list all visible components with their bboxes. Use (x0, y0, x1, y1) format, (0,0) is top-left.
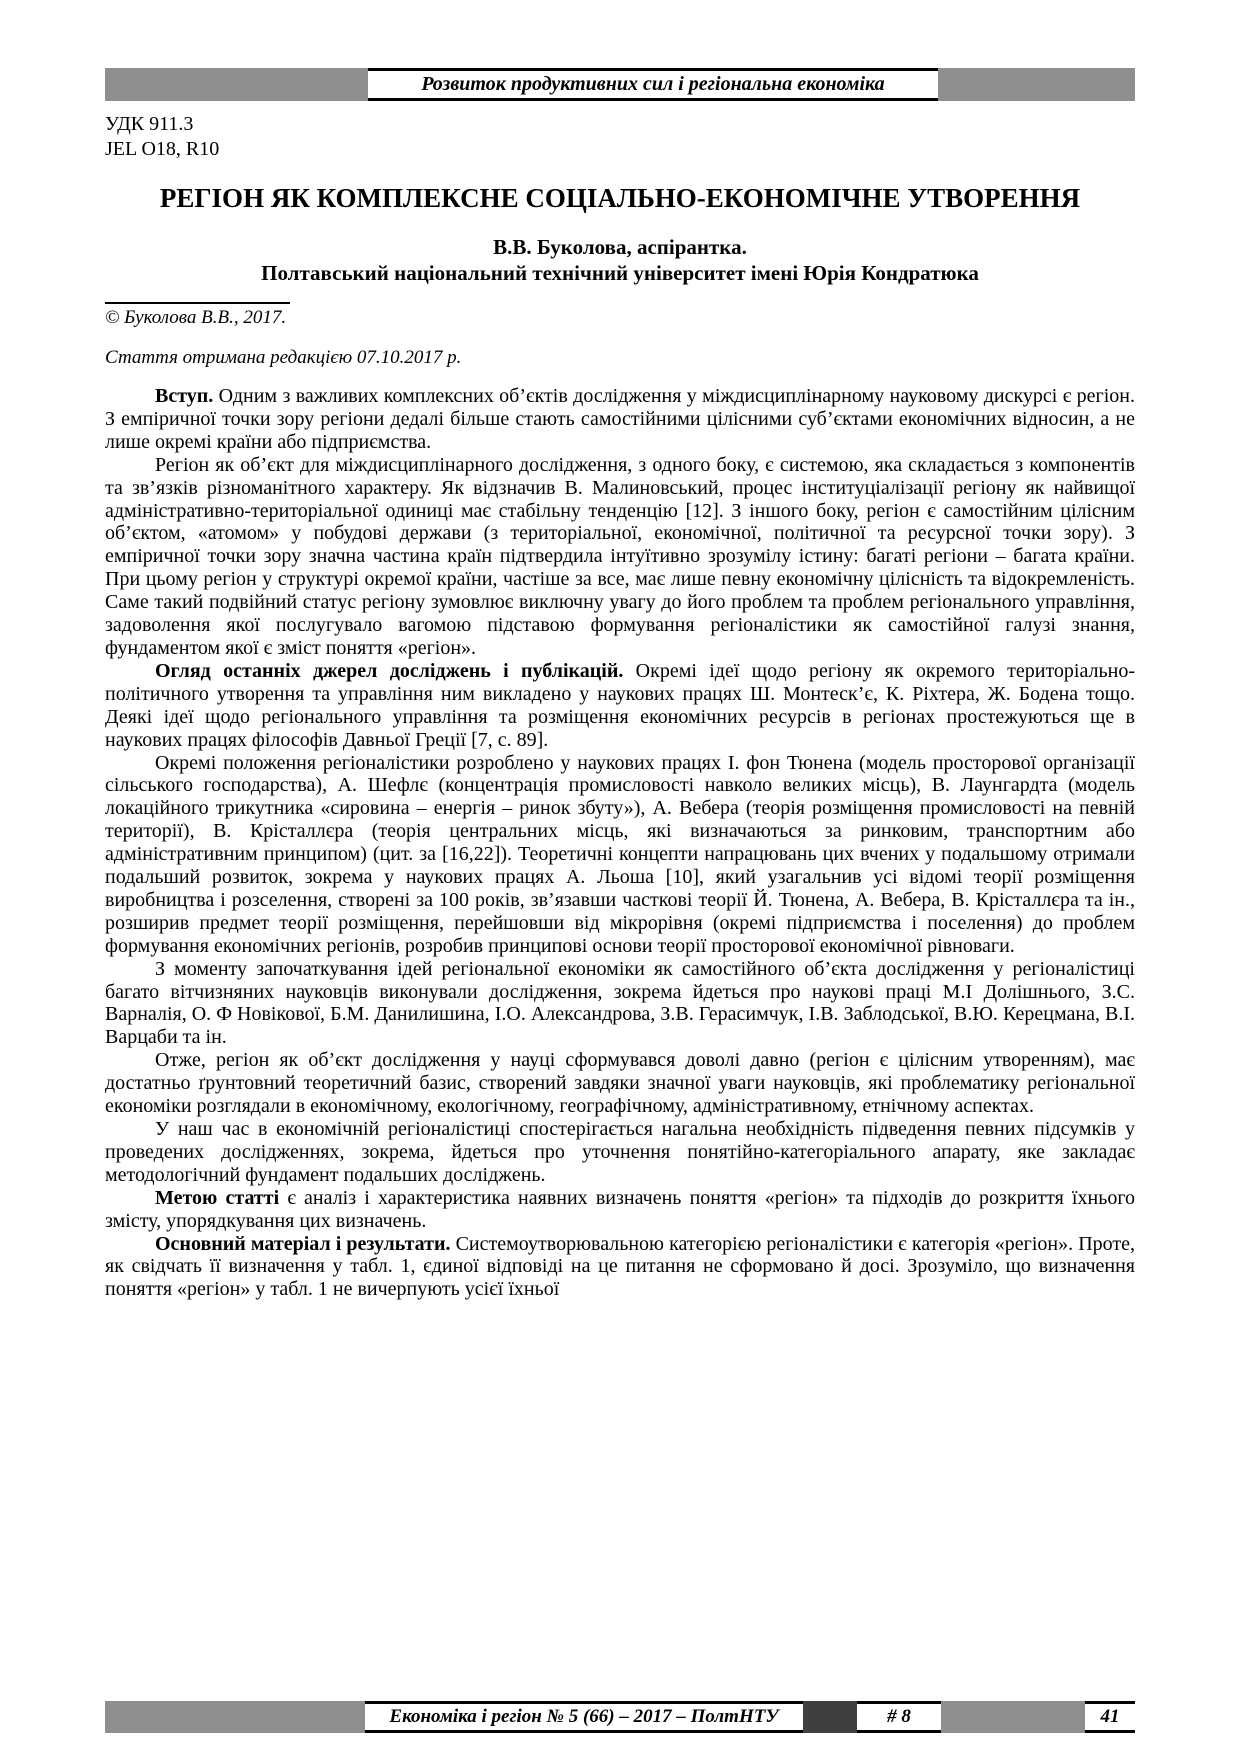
body-paragraph (105, 752, 1135, 958)
copyright-divider (105, 302, 290, 304)
journal-section-title: Розвиток продуктивних сил і регіональна економіка (368, 68, 938, 101)
footer-dark-block (803, 1701, 857, 1733)
jel-code: JEL O18, R10 (105, 138, 220, 160)
footer-journal-title: Економіка і регіон № 5 (66) – 2017 – ПолтНТУ (365, 1701, 803, 1733)
paragraph-text: Отже, регіон як об’єкт дослідження у науці сформувався доволі давно (регіон є цілісним утворенням), має достатньо ґрунтовний теоретичний базис, створений завдяки значної уваги науковців, які проблематику регіональної економіки розглядали в економічному, екологічному, географічному, адміністративному, етнічному аспектах. (105, 1049, 1135, 1118)
body-paragraph-intro (105, 385, 1135, 454)
paragraph-lead: Вступ. (155, 385, 214, 407)
body-paragraph (105, 1049, 1135, 1118)
footer-right-gray-block (941, 1701, 1085, 1733)
article-title: РЕГІОН ЯК КОМПЛЕКСНЕ СОЦІАЛЬНО-ЕКОНОМІЧНЕ УТВОРЕННЯ (159, 183, 1081, 213)
received-date-line: Стаття отримана редакцією 07.10.2017 р. (105, 347, 462, 368)
paragraph-lead: Метою статті (155, 1186, 280, 1209)
footer-issue-number: # 8 (857, 1701, 941, 1733)
paragraph-lead: Огляд останніх джерел досліджень і публікацій. (155, 659, 624, 682)
journal-footer-bar (105, 1701, 1135, 1733)
body-paragraph (105, 454, 1135, 660)
article-body (105, 385, 1135, 1301)
paragraph-text: Регіон як об’єкт для міждисциплінарного дослідження, з одного боку, є системою, яка складається з компонентів та зв’язків різноманітного характеру. Як відзначив В. Малиновський, процес інституціалізації регіону як найвищої адміністративно-територіальної одиниці має стабільну тенденцію [12]. З іншого боку, регіон є самостійним цілісним об’єктом, «атомом» у побудові держави (з територіальної, економічної, політичної та ресурсної точки зору). З емпіричної точки зору значна частина країн підтвердила інтуїтивно зрозумілу істину: багаті регіони – багата країни. При цьому регіон у структурі окремої країни, частіше за все, має лише певну економічну цілісність та відокремленість. Саме такий подвійний статус регіону зумовлює виключну увагу до його проблем та проблем регіонального управління, задоволення якої послугувало вагомою підставою формування регіоналістики як самостійної галузі знання, фундаментом якої є зміст поняття «регіон». (105, 453, 1135, 659)
paragraph-text: У наш час в економічній регіоналістиці спостерігається нагальна необхідність підведення певних підсумків у проведених дослідженнях, зокрема, йдеться про уточнення понятійно-категоріального апарату, яке закладає методологічний фундамент подальших досліджень. (105, 1118, 1135, 1186)
article-affiliation: Полтавський національний технічний університет імені Юрія Кондратюка (261, 261, 979, 285)
paragraph-text: Окремі ідеї щодо регіону як окремого територіально-політичного утворення та управління ним викладено у наукових працях Ш. Монтеск’є, К. Ріхтера, Ж. Бодена тощо. Деякі ідеї щодо регіонального управління та розміщення економічних ресурсів в регіонах простежуються ще в наукових працях філософів Давньої Греції [7, с. 89]. (105, 659, 1135, 751)
udk-code: УДК 911.3 (105, 113, 194, 135)
body-paragraph-goal (105, 1187, 1135, 1233)
journal-header-bar (105, 68, 1135, 101)
header-right-gray-block (938, 68, 1135, 101)
paragraph-text: Одним з важливих комплексних об’єктів дослідження у міждисциплінарному науковому дискурсі є регіон. З емпіричної точки зору регіони дедалі більше стають самостійними цілісними суб’єктами економічних відносин, а не лише окремі країни або підприємства. (105, 385, 1135, 453)
paragraph-lead: Основний матеріал і результати. (155, 1232, 451, 1255)
paragraph-text: З моменту започаткування ідей регіональної економіки як самостійного об’єкта дослідження у регіоналістиці багато вітчизняних науковців виконували дослідження, зокрема йдеться про наукові праці М.І Долішнього, З.С. Варналія, О. Ф Новікової, Б.М. Данилишина, І.О. Александрова, З.В. Герасимчук, І.В. Заблодської, В.Ю. Керецмана, В.І. Варцаби та ін. (105, 957, 1135, 1049)
body-paragraph-main-material (105, 1233, 1135, 1302)
paragraph-text: Окремі положення регіоналістики розроблено у наукових працях І. фон Тюнена (модель просторової організації сільського господарства), А. Шефлє (концентрація промисловості навколо великих місць), В. Лаунгардта (модель локаційного трикутника «сировина – енергія – ринок збуту»), А. Вебера (теорія розміщення промисловості на певній території), В. Крісталлєра (теорія центральних місць, які визначаються за ринковим, транспортним або адміністративним принципом) (цит. за [16,22]). Теоретичні концепти напрацювань цих вчених у подальшому отримали подальший розвиток, зокрема у наукових працях А. Льоша [10], який узагальнив усі відомі теорії розміщення виробництва і розселення, створені за 100 років, зв’язавши часткові теорії Й. Тюнена, А. Вебера, В. Крісталлєра та ін., розширив предмет теорії розміщення, перейшовши від мікрорівня (окремі підприємства і поселення) до проблем формування економічних регіонів, розробив принципові основи теорії просторової економічної рівноваги. (105, 751, 1135, 957)
footer-left-gray-block (105, 1701, 365, 1733)
header-left-gray-block (105, 68, 368, 101)
footer-page-number: 41 (1085, 1701, 1135, 1733)
body-paragraph-sources-review (105, 660, 1135, 752)
paragraph-text: Системоутворювальною категорією регіоналістики є категорія «регіон». Проте, як свідчать її визначення у табл. 1, єдиної відповіді на це питання не сформовано й досі. Зрозуміло, що визначення поняття «регіон» у табл. 1 не вичерпують усієї їхньої (105, 1232, 1136, 1301)
body-paragraph (105, 958, 1135, 1050)
article-content (105, 112, 1135, 1301)
copyright-notice: © Буколова В.В., 2017. (105, 307, 287, 328)
article-authors: В.В. Буколова, аспірантка. (493, 235, 747, 259)
body-paragraph (105, 1118, 1135, 1187)
paragraph-text: є аналіз і характеристика наявних визначень поняття «регіон» та підходів до розкриття їхнього змісту, упорядкування цих визначень. (105, 1186, 1136, 1232)
